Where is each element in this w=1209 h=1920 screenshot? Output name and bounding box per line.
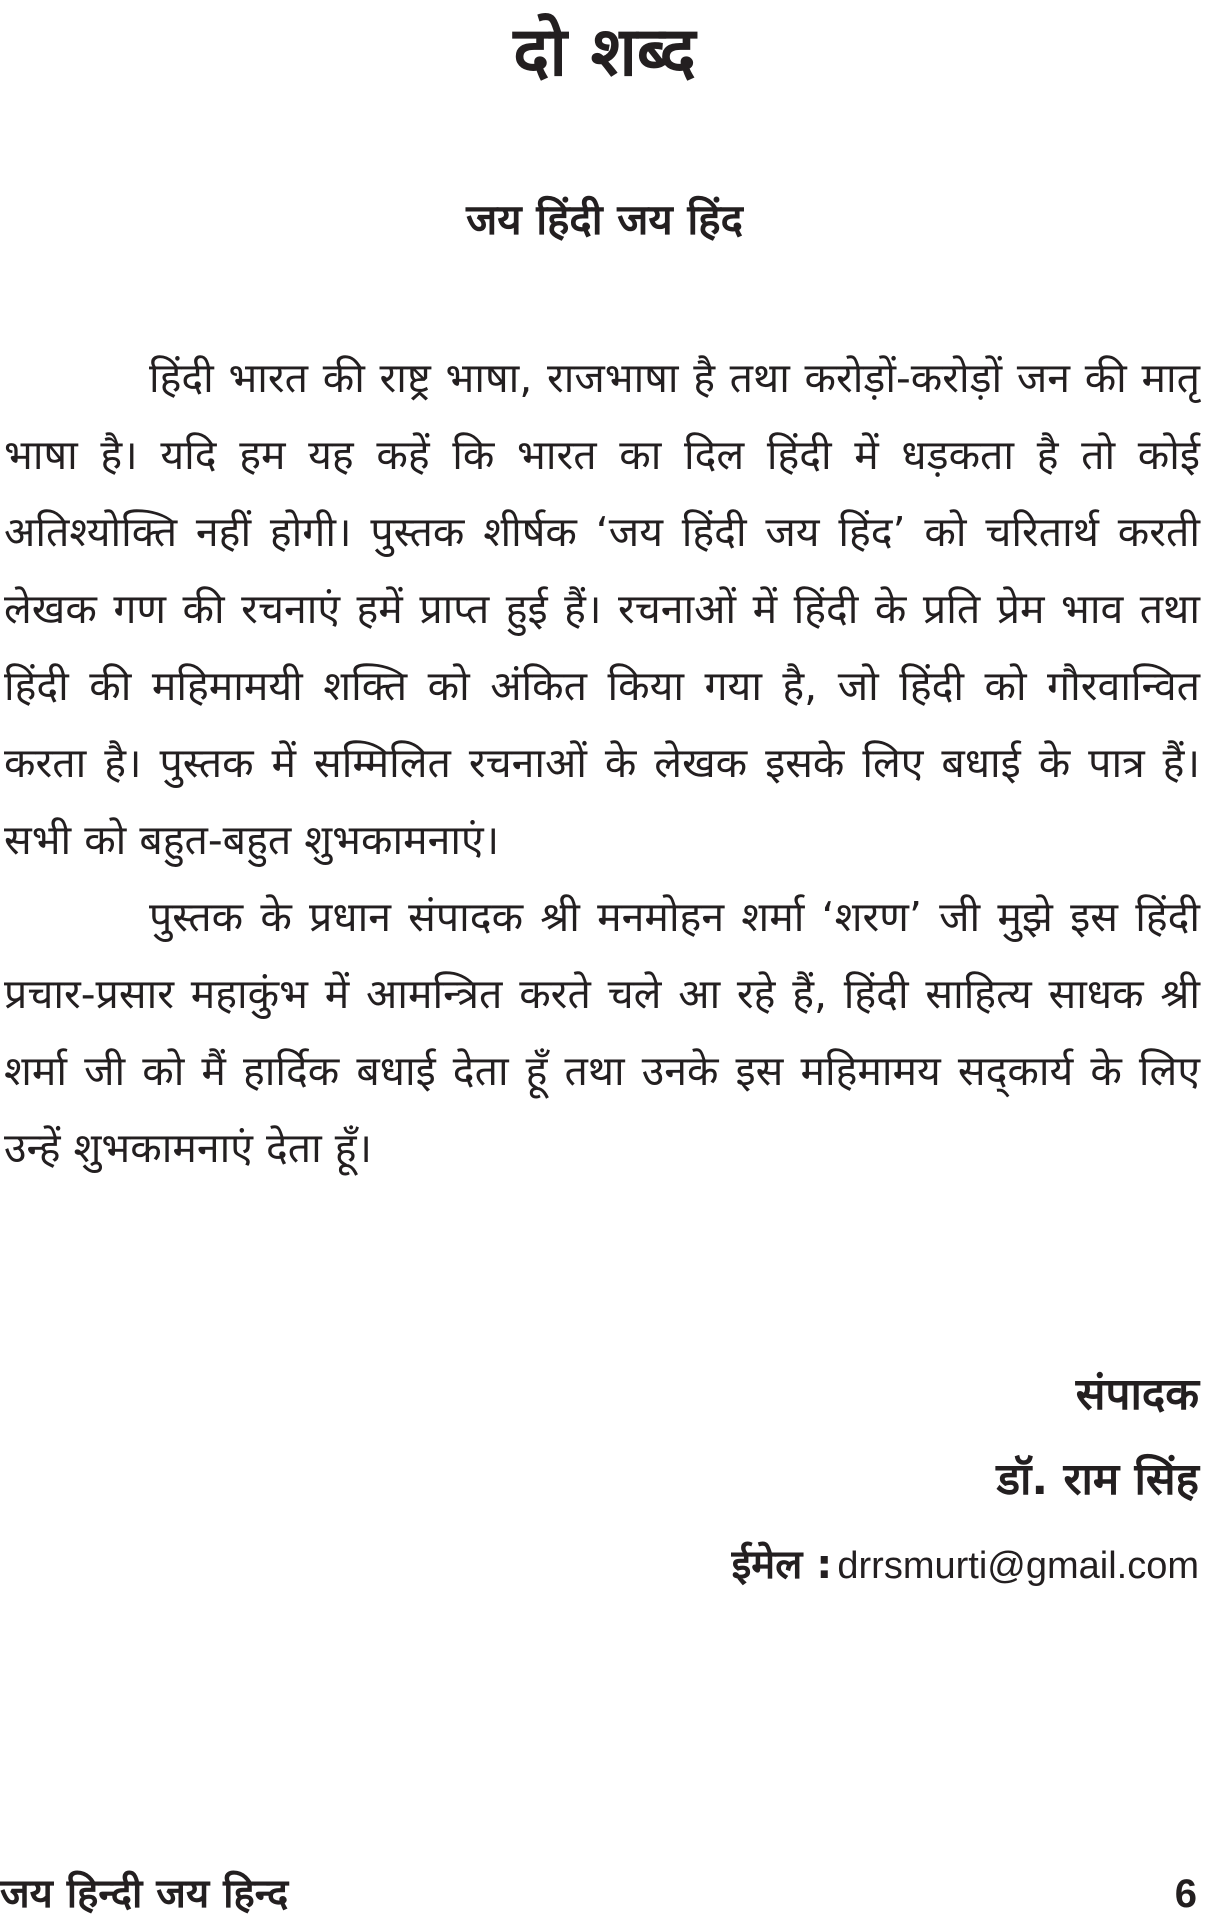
- page-subtitle: जय हिंदी जय हिंद: [466, 195, 743, 244]
- body-text: [4, 340, 1200, 1187]
- email-address: drrsmurti@gmail.com: [837, 1545, 1199, 1587]
- page-number: 6: [1174, 1872, 1197, 1916]
- page-title: दो शब्द: [513, 13, 696, 92]
- paragraph-1: हिंदी भारत की राष्ट्र भाषा, राजभाषा है तथा करोड़ों-करोड़ों जन की मातृ भाषा है। यदि हम यह कहें कि भारत का दिल हिंदी में धड़कता है तो कोई अतिश्योक्ति नहीं होगी। पुस्तक शीर्षक ‘जय हिंदी जय हिंद’ को चरितार्थ करती लेखक गण की रचनाएं हमें प्राप्त हुई हैं। रचनाओं में हिंदी के प्रति प्रेम भाव तथा हिंदी की महिमामयी शक्ति को अंकित किया गया है, जो हिंदी को गौरवान्वित करता है। पुस्तक में सम्मिलित रचनाओं के लेखक इसके लिए बधाई के पात्र हैं। सभी को बहुत-बहुत शुभकामनाएं।: [4, 354, 1200, 864]
- footer-book-title: जय हिन्दी जय हिन्द: [0, 1871, 289, 1917]
- signature-name: डॉ. राम सिंह: [996, 1454, 1199, 1505]
- email-label: ईमेल :: [731, 1542, 833, 1588]
- signature-email-line: [732, 1535, 1199, 1603]
- signature-block: [732, 1365, 1199, 1603]
- signature-role: संपादक: [1075, 1369, 1199, 1420]
- paragraph-2: पुस्तक के प्रधान संपादक श्री मनमोहन शर्मा ‘शरण’ जी मुझे इस हिंदी प्रचार-प्रसार महाकुंभ में आमन्त्रित करते चले आ रहे हैं, हिंदी साहित्य साधक श्री शर्मा जी को मैं हार्दिक बधाई देता हूँ तथा उनके इस महिमामय सद्कार्य के लिए उन्हें शुभकामनाएं देता हूँ।: [4, 893, 1200, 1172]
